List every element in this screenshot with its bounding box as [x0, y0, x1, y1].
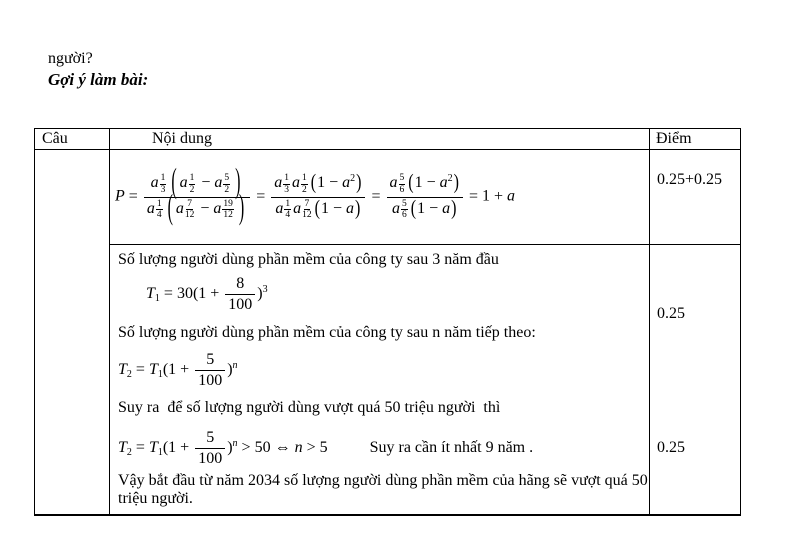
header-label-diem: Điểm	[656, 130, 692, 147]
inequality-conclusion-text: Suy ra cần ít nhất 9 năm .	[369, 439, 534, 457]
solution-heading: Gợi ý làm bài:	[48, 70, 149, 89]
header-cell-cau	[35, 129, 109, 149]
paragraph-users-3-years: Số lượng người dùng phần mềm của công ty sau 3 năm đầu	[118, 251, 499, 268]
paragraph-suy-ra-condition: Suy ra để số lượng người dùng vượt quá 50 triệu người thì	[118, 399, 501, 416]
formula-inequality-line	[118, 429, 533, 468]
formula-t1: T1 = 30(1 + $\frac{8}{100}$ )$^3$	[146, 275, 268, 313]
row2-score-cell	[649, 244, 741, 514]
header-label-cau: Câu	[42, 130, 68, 147]
cau-empty-cell	[35, 149, 109, 514]
header-cell-diem	[649, 129, 741, 149]
paragraph-users-n-years: Số lượng người dùng phần mềm của công ty sau n năm tiếp theo:	[118, 324, 536, 341]
formula-inequality: T2 = T1(1 + $\frac{5}{100}$ )$^n$ > 50 ⇔ n > 5	[118, 429, 328, 467]
solution-table	[34, 128, 741, 516]
header-label-noi-dung: Nội dung	[152, 130, 212, 147]
question-trailing-text: người?	[48, 50, 93, 67]
formula-t2: T2 = T1(1 + $\frac{5}{100}$ )$^n$	[118, 351, 238, 389]
row2-score-second: 0.25	[657, 439, 685, 456]
header-cell-noi-dung	[109, 129, 649, 149]
row1-score-cell	[649, 149, 741, 244]
row1-score: 0.25+0.25	[657, 171, 723, 188]
row2-score-first: 0.25	[657, 305, 685, 322]
row2-content-cell	[109, 244, 652, 514]
row1-content-cell	[109, 149, 649, 244]
paragraph-conclusion: Vậy bắt đầu từ năm 2034 số lượng người dùng phần mềm của hãng sẽ vượt quá 50 triệu người.	[118, 472, 652, 507]
formula-p: P = a $\frac{1}{3}$ ( a $\frac{1}{2}$ − a $\frac{5}{2}$ ) a $\frac{1}{4}$ ( a $\frac{7}{12}$ − a $\frac{19}{12}$ ) = a $\frac{1}{3}$ a $\frac{1}{2}$ $(1 - a^2)$ a $\frac{1}{4}$ a $\frac{7}{12}$ (1 − a) = a $\frac{5}{6}$ $(1 - a^2)$ a $\frac{5}{6}$ (1 − a) = 1 + a	[115, 163, 515, 227]
